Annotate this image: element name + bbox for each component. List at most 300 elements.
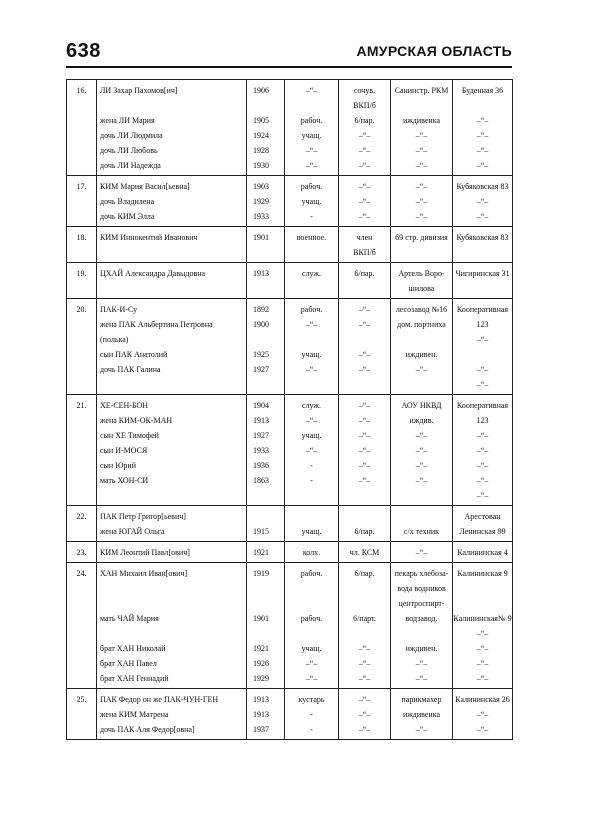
occupation: служ. <box>302 401 321 410</box>
address: –“– <box>476 476 489 485</box>
occupation: военное. <box>296 233 327 242</box>
birth-year: 1919 <box>253 569 269 578</box>
workplace-cell <box>391 263 453 299</box>
party-status: –“– <box>358 446 371 455</box>
workplace: иждив. <box>409 416 434 425</box>
birth-year-cell <box>247 227 285 263</box>
address-cell <box>453 506 513 542</box>
party-status-cell <box>339 263 391 299</box>
occupation: учащ. <box>301 644 322 653</box>
occupation-cell <box>285 689 339 740</box>
workplace-cell <box>391 506 453 542</box>
person-name: дочь ПАК Галина <box>100 365 161 374</box>
address: –“– <box>476 491 489 500</box>
address: Кооперативная <box>456 305 509 314</box>
address: –“– <box>476 674 489 683</box>
person-name: КИМ Леонтий Павл[ович] <box>100 548 190 557</box>
workplace: –“– <box>415 431 428 440</box>
address: –“– <box>476 131 489 140</box>
table-row <box>67 263 513 299</box>
workplace: вода водников <box>397 584 446 593</box>
workplace <box>391 377 452 392</box>
address: –“– <box>476 116 489 125</box>
party-status-cell <box>339 395 391 506</box>
address: –“– <box>476 212 489 221</box>
workplace: –“– <box>415 365 428 374</box>
occupation <box>285 245 338 260</box>
birth-year: 1924 <box>253 131 269 140</box>
birth-year <box>253 377 284 392</box>
birth-year: 1913 <box>253 695 269 704</box>
party-status: –“– <box>358 659 371 668</box>
birth-year: 1913 <box>253 269 269 278</box>
workplace: Артель Воро- <box>398 269 445 278</box>
workplace: лесозавод №16 <box>395 305 448 314</box>
birth-year: 1927 <box>253 431 269 440</box>
party-status <box>339 596 390 611</box>
party-status: ВКП/б <box>353 101 376 110</box>
address-cell <box>453 263 513 299</box>
person-name: брат ХАН Геннадий <box>100 674 169 683</box>
workplace: иждивен. <box>405 644 438 653</box>
entry-number: 19. <box>76 269 87 278</box>
party-status: –“– <box>358 401 371 410</box>
address: –“– <box>476 710 489 719</box>
person-name: дочь Владилена <box>100 197 155 206</box>
occupation: учащ. <box>301 431 322 440</box>
entry-number: 17. <box>76 182 87 191</box>
workplace: пекарь хлебоза- <box>394 569 449 578</box>
birth-year: 1921 <box>253 548 269 557</box>
occupation <box>285 377 338 392</box>
occupation: - <box>310 476 313 485</box>
occupation: –“– <box>305 674 318 683</box>
birth-year: 1901 <box>253 614 269 623</box>
person-name: сын И-МОСЯ <box>100 446 148 455</box>
party-status: –“– <box>358 182 371 191</box>
person-name: ХАН Михаил Иван[ович] <box>100 569 188 578</box>
address: Калининская№ 9 <box>453 614 512 623</box>
table-row <box>67 299 513 395</box>
workplace-cell <box>391 299 453 395</box>
birth-year: 1892 <box>253 305 269 314</box>
birth-year: 1906 <box>253 86 269 95</box>
occupation <box>285 596 338 611</box>
address: –“– <box>476 725 489 734</box>
birth-year: 1930 <box>253 161 269 170</box>
address: Кубяковская 83 <box>456 233 509 242</box>
person-name: сын Юрий <box>100 461 136 470</box>
party-status: –“– <box>358 365 371 374</box>
workplace: 69 стр. дивизия <box>395 233 448 242</box>
address: Калининская 26 <box>455 695 510 704</box>
party-status <box>339 488 390 503</box>
occupation-cell <box>285 506 339 542</box>
workplace: –“– <box>415 725 428 734</box>
occupation <box>285 281 338 296</box>
occupation <box>285 581 338 596</box>
party-status: –“– <box>358 320 371 329</box>
address: –“– <box>476 380 489 389</box>
address <box>453 596 512 611</box>
address: Ленинская 99 <box>459 527 506 536</box>
party-status: 6/пар. <box>354 569 375 578</box>
address-cell <box>453 176 513 227</box>
party-status: –“– <box>358 710 371 719</box>
birth-year: 1927 <box>253 365 269 374</box>
birth-year <box>253 626 284 641</box>
workplace: –“– <box>415 659 428 668</box>
table-row <box>67 176 513 227</box>
table-row <box>67 506 513 542</box>
workplace: иждивен. <box>405 350 438 359</box>
entry-number: 24. <box>76 569 87 578</box>
entry-number: 20. <box>76 305 87 314</box>
party-status: –“– <box>358 131 371 140</box>
address: 123 <box>476 416 489 425</box>
page-number: 638 <box>66 40 101 62</box>
occupation: колх. <box>302 548 321 557</box>
occupation: рабоч. <box>300 569 323 578</box>
workplace-cell <box>391 395 453 506</box>
birth-year: 1900 <box>253 320 269 329</box>
address: –“– <box>476 446 489 455</box>
workplace: –“– <box>415 182 428 191</box>
birth-year <box>253 332 284 347</box>
party-status <box>339 509 390 524</box>
workplace <box>391 488 452 503</box>
party-status: –“– <box>358 416 371 425</box>
workplace-cell <box>391 80 453 176</box>
workplace-cell <box>391 227 453 263</box>
person-name-cell <box>97 563 247 689</box>
birth-year-cell <box>247 542 285 563</box>
person-name: ПАК-И-Су <box>100 305 138 314</box>
address: Арестован <box>464 512 501 521</box>
address-cell <box>453 689 513 740</box>
workplace-cell <box>391 542 453 563</box>
entry-number-cell <box>67 563 97 689</box>
person-name <box>100 377 246 392</box>
workplace: водзавод. <box>405 614 438 623</box>
birth-year-cell <box>247 299 285 395</box>
birth-year: 1915 <box>253 527 269 536</box>
region-title: АМУРСКАЯ ОБЛАСТЬ <box>356 43 512 59</box>
birth-year: 1929 <box>253 674 269 683</box>
occupation: –“– <box>305 446 318 455</box>
occupation: - <box>310 710 313 719</box>
birth-year <box>253 245 284 260</box>
occupation-cell <box>285 176 339 227</box>
header-divider <box>66 66 512 68</box>
party-status: чл. КСМ <box>349 548 380 557</box>
address: –“– <box>476 197 489 206</box>
party-status: –“– <box>358 431 371 440</box>
party-status: –“– <box>358 695 371 704</box>
occupation-cell <box>285 299 339 395</box>
party-status <box>339 581 390 596</box>
person-name: дочь ЛИ Любовь <box>100 146 158 155</box>
party-status: –“– <box>358 476 371 485</box>
birth-year: 1913 <box>253 710 269 719</box>
table-row <box>67 227 513 263</box>
birth-year: 1926 <box>253 659 269 668</box>
entry-number: 22. <box>76 512 87 521</box>
party-status: ВКП/б <box>353 248 376 257</box>
workplace: шилова <box>408 284 435 293</box>
occupation-cell <box>285 395 339 506</box>
person-name <box>100 245 246 260</box>
person-name: ХЕ-СЕН-БОН <box>100 401 149 410</box>
entry-number: 16. <box>76 86 87 95</box>
person-name-cell <box>97 227 247 263</box>
party-status: сочув. <box>353 86 376 95</box>
birth-year: 1904 <box>253 401 269 410</box>
birth-year: 1913 <box>253 416 269 425</box>
birth-year: 1921 <box>253 644 269 653</box>
table-row <box>67 542 513 563</box>
entry-number: 18. <box>76 233 87 242</box>
birth-year <box>253 281 284 296</box>
address <box>453 281 512 296</box>
entry-number: 25. <box>76 695 87 704</box>
workplace: –“– <box>415 146 428 155</box>
birth-year <box>253 488 284 503</box>
birth-year-cell <box>247 563 285 689</box>
address-cell <box>453 299 513 395</box>
address <box>453 245 512 260</box>
address: Буденная 36 <box>461 86 504 95</box>
birth-year: 1933 <box>253 446 269 455</box>
person-table <box>66 79 513 740</box>
person-name: ЦХАЙ Александра Давыдовна <box>100 269 206 278</box>
person-name: мать ЧАЙ Мария <box>100 614 159 623</box>
occupation: учащ. <box>301 350 322 359</box>
party-status: –“– <box>358 461 371 470</box>
address-cell <box>453 563 513 689</box>
person-name-cell <box>97 80 247 176</box>
address: –“– <box>476 365 489 374</box>
party-status <box>339 281 390 296</box>
address-cell <box>453 80 513 176</box>
occupation: - <box>310 212 313 221</box>
workplace: –“– <box>415 446 428 455</box>
birth-year-cell <box>247 263 285 299</box>
person-name-cell <box>97 542 247 563</box>
person-name <box>100 626 246 641</box>
workplace-cell <box>391 689 453 740</box>
occupation: рабоч. <box>300 182 323 191</box>
occupation <box>285 626 338 641</box>
party-status: 6/пар. <box>354 269 375 278</box>
party-status: –“– <box>358 674 371 683</box>
occupation-cell <box>285 563 339 689</box>
entry-number-cell <box>67 506 97 542</box>
entry-number-cell <box>67 80 97 176</box>
person-name: дочь КИМ Элла <box>100 212 155 221</box>
party-status: –“– <box>358 161 371 170</box>
workplace <box>391 245 452 260</box>
birth-year: 1937 <box>253 725 269 734</box>
person-name-cell <box>97 689 247 740</box>
workplace: иждивенка <box>402 116 441 125</box>
address: Кооперативная <box>456 401 509 410</box>
entry-number-cell <box>67 395 97 506</box>
entry-number-cell <box>67 299 97 395</box>
address: –“– <box>476 659 489 668</box>
party-status <box>339 377 390 392</box>
person-name: дочь ЛИ Людмила <box>100 131 163 140</box>
occupation-cell <box>285 263 339 299</box>
party-status: 6/парт. <box>353 614 376 623</box>
workplace: с/х техник <box>403 527 440 536</box>
birth-year: 1936 <box>253 461 269 470</box>
party-status: 6/пар. <box>354 527 375 536</box>
party-status: –“– <box>358 725 371 734</box>
birth-year-cell <box>247 689 285 740</box>
entry-number-cell <box>67 176 97 227</box>
address: –“– <box>476 644 489 653</box>
address: –“– <box>476 335 489 344</box>
workplace: Санинстр. РКМ <box>394 86 449 95</box>
occupation: –“– <box>305 161 318 170</box>
party-status: –“– <box>358 146 371 155</box>
birth-year: 1903 <box>253 182 269 191</box>
address: –“– <box>476 629 489 638</box>
birth-year-cell <box>247 176 285 227</box>
workplace: –“– <box>415 461 428 470</box>
person-name: ПАК Федор он же ПАК-ЧУН-ГЕН <box>100 695 219 704</box>
workplace: –“– <box>415 197 428 206</box>
party-status: –“– <box>358 305 371 314</box>
person-name: дочь ПАК Аля Федор[овна] <box>100 725 195 734</box>
birth-year <box>253 581 284 596</box>
workplace: –“– <box>415 131 428 140</box>
occupation-cell <box>285 542 339 563</box>
occupation-cell <box>285 80 339 176</box>
workplace-cell <box>391 176 453 227</box>
birth-year: 1925 <box>253 350 269 359</box>
party-status: –“– <box>358 350 371 359</box>
person-name: ПАК Петр Григор[ьевич] <box>100 512 186 521</box>
person-name: брат ХАН Павел <box>100 659 157 668</box>
person-name: КИМ Иннокентий Иванович <box>100 233 198 242</box>
party-status: 6/пар. <box>354 116 375 125</box>
address <box>453 347 512 362</box>
address: –“– <box>476 431 489 440</box>
entry-number-cell <box>67 542 97 563</box>
address <box>453 98 512 113</box>
occupation: –“– <box>305 146 318 155</box>
workplace <box>391 332 452 347</box>
person-name-cell <box>97 263 247 299</box>
address: –“– <box>476 461 489 470</box>
person-name: брат ХАН Николай <box>100 644 166 653</box>
person-name: жена КИМ Матрена <box>100 710 169 719</box>
person-name <box>100 98 246 113</box>
workplace: –“– <box>415 548 428 557</box>
birth-year: 1933 <box>253 212 269 221</box>
birth-year <box>253 98 284 113</box>
birth-year <box>253 596 284 611</box>
party-status-cell <box>339 563 391 689</box>
person-name <box>100 581 246 596</box>
entry-number-cell <box>67 227 97 263</box>
occupation: - <box>310 461 313 470</box>
person-name-cell <box>97 176 247 227</box>
workplace-cell <box>391 563 453 689</box>
workplace <box>391 98 452 113</box>
party-status: –“– <box>358 644 371 653</box>
workplace: центроспирт- <box>398 599 445 608</box>
birth-year-cell <box>247 80 285 176</box>
address: 123 <box>476 320 489 329</box>
birth-year-cell <box>247 395 285 506</box>
occupation: рабоч. <box>300 614 323 623</box>
person-name: сын ХЕ Тимофей <box>100 431 159 440</box>
workplace: –“– <box>415 674 428 683</box>
party-status: –“– <box>358 212 371 221</box>
person-name <box>100 596 246 611</box>
occupation: рабоч. <box>300 116 323 125</box>
person-name: дочь ЛИ Надежда <box>100 161 161 170</box>
birth-year: 1928 <box>253 146 269 155</box>
person-name: жена ЛИ Мария <box>100 116 155 125</box>
table-row <box>67 80 513 176</box>
workplace: –“– <box>415 161 428 170</box>
person-name: жена ПАК Альбертина Петровна <box>100 320 213 329</box>
party-status: член <box>356 233 373 242</box>
address: Кубяковская 83 <box>456 182 509 191</box>
birth-year-cell <box>247 506 285 542</box>
table-row <box>67 395 513 506</box>
person-name: (полька) <box>100 335 129 344</box>
workplace: АОУ НКВД <box>401 401 442 410</box>
page-header <box>66 40 512 62</box>
person-name <box>100 281 246 296</box>
entry-number-cell <box>67 689 97 740</box>
occupation: –“– <box>305 320 318 329</box>
person-name: ЛИ Захар Пахомов[ич] <box>100 86 178 95</box>
address-cell <box>453 227 513 263</box>
workplace: дом. портниха <box>397 320 446 329</box>
workplace <box>391 509 452 524</box>
party-status <box>339 626 390 641</box>
occupation: –“– <box>305 659 318 668</box>
party-status: –“– <box>358 197 371 206</box>
party-status-cell <box>339 542 391 563</box>
workplace: –“– <box>415 212 428 221</box>
occupation: учащ. <box>301 527 322 536</box>
address: –“– <box>476 146 489 155</box>
party-status <box>339 332 390 347</box>
party-status-cell <box>339 506 391 542</box>
party-status-cell <box>339 689 391 740</box>
person-name: КИМ Мария Васил[ьевна] <box>100 182 190 191</box>
party-status-cell <box>339 299 391 395</box>
address: Калининская 9 <box>457 569 508 578</box>
entry-number: 21. <box>76 401 87 410</box>
occupation: –“– <box>305 365 318 374</box>
person-name: жена КИМ-ОК-МАН <box>100 416 173 425</box>
person-name: жена ЮГАЙ Ольга <box>100 527 165 536</box>
occupation: служ. <box>302 269 321 278</box>
occupation: –“– <box>305 416 318 425</box>
occupation: рабоч. <box>300 305 323 314</box>
party-status-cell <box>339 176 391 227</box>
birth-year: 1863 <box>253 476 269 485</box>
occupation: учащ. <box>301 197 322 206</box>
